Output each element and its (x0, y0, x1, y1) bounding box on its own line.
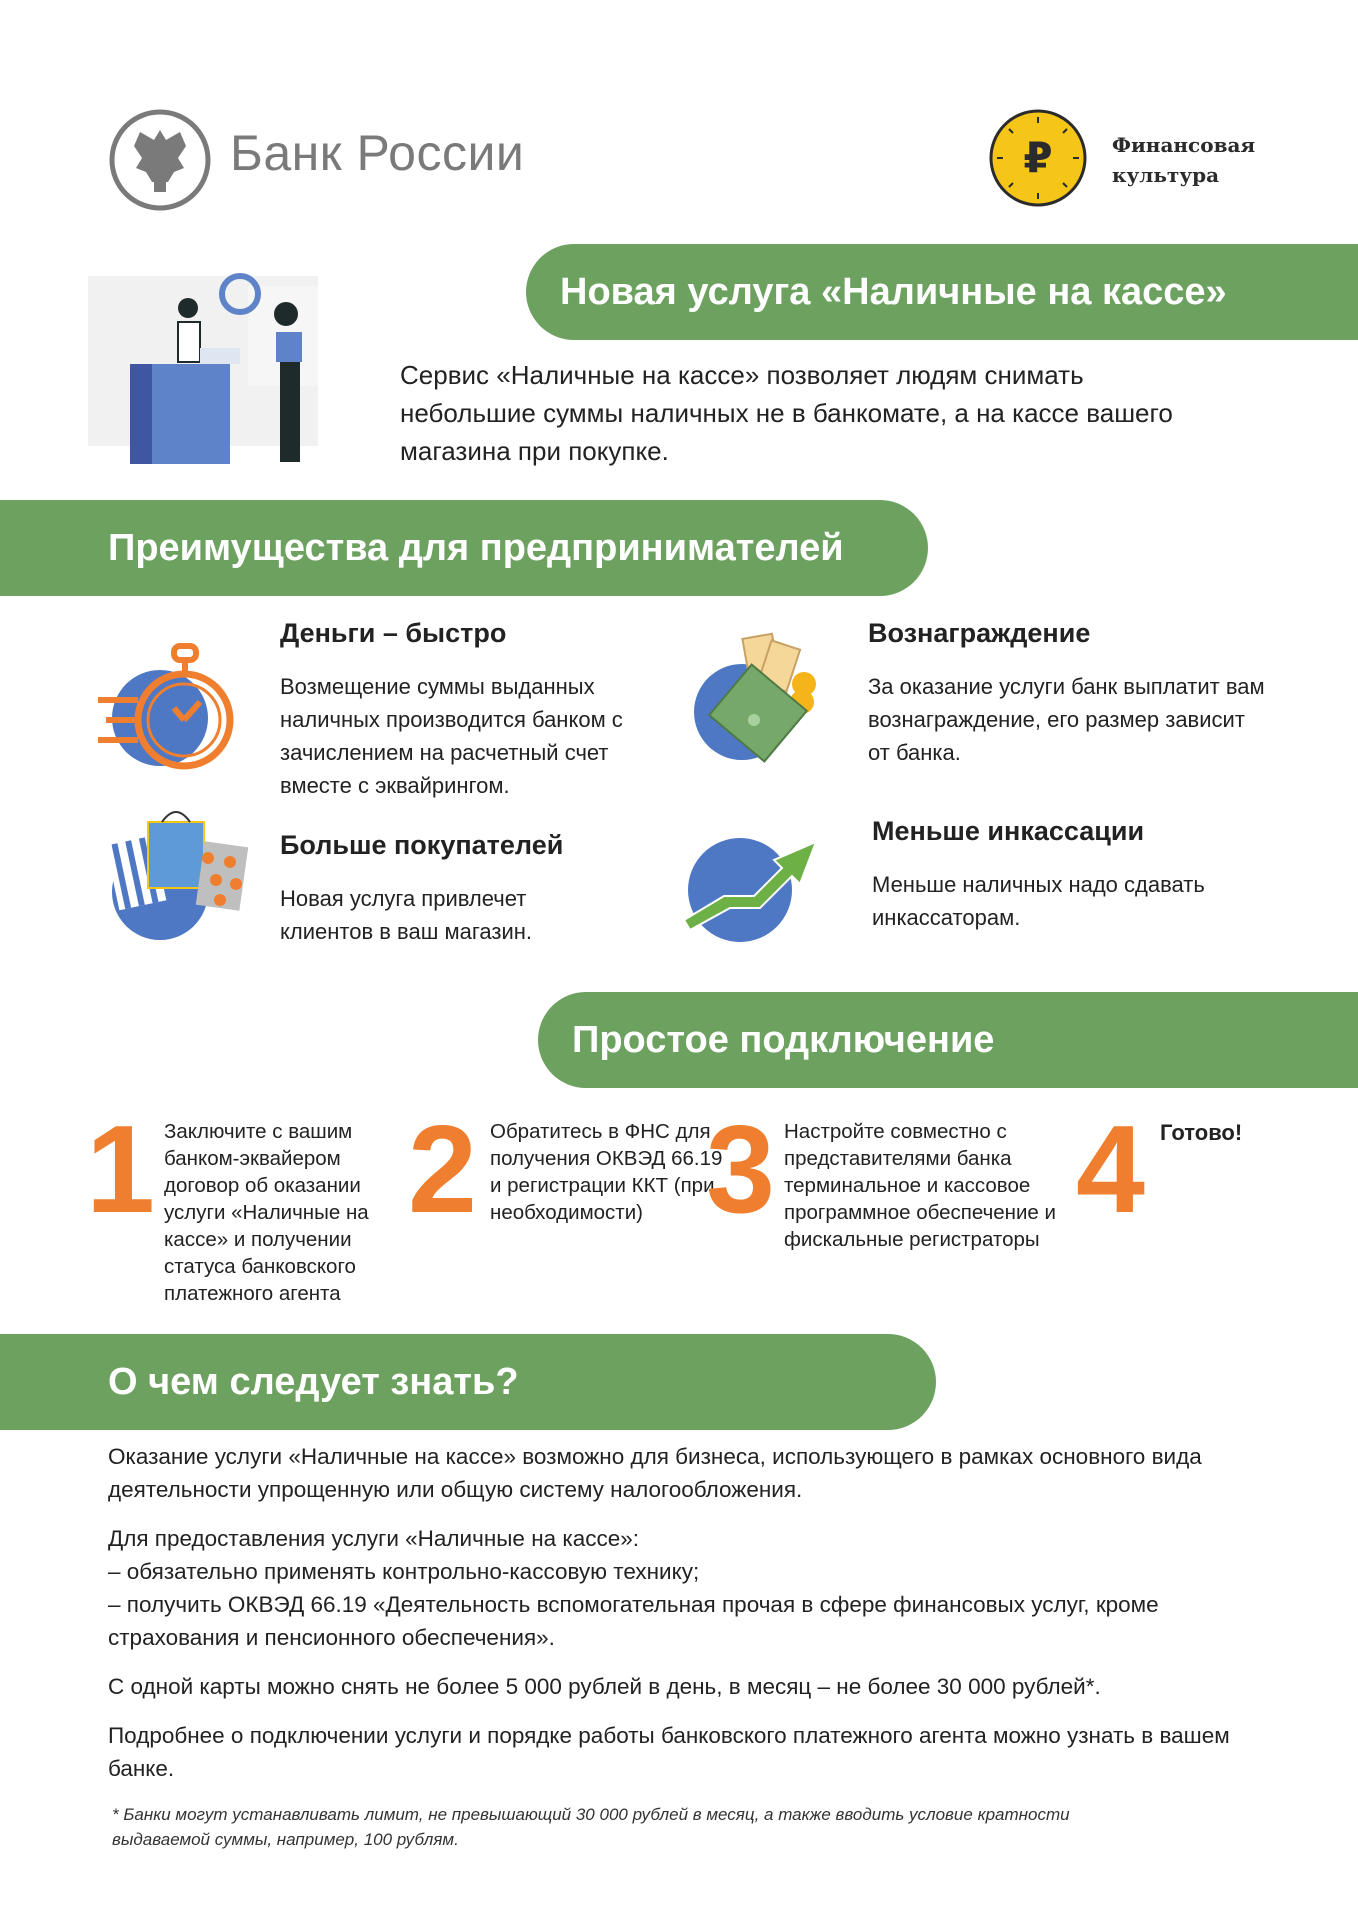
svg-text:₽: ₽ (1023, 133, 1053, 182)
know-paragraph-tax-system: Оказание услуги «Наличные на кассе» возможно для бизнеса, использующего в рамках основного вида деятельности упрощенную или общую систему налогообложения. (108, 1444, 1202, 1502)
advantage-text-money-fast: Возмещение суммы выданных наличных производится банком с зачислением на расчетный счет вместе с эквайрингом. (280, 674, 623, 798)
ruble-coin-icon (988, 108, 1088, 208)
shopping-bags-icon (102, 800, 252, 950)
what-to-know-body (108, 1440, 1248, 1801)
know-requirement-okved: – получить ОКВЭД 66.19 «Деятельность вспомогательная прочая в сфере финансовых услуг, кроме страхования и пенсионного обеспечения». (108, 1592, 1159, 1650)
step-text-1: Заключите с вашим банком-эквайером договор об оказании услуги «Наличные на кассе» и получении статуса банковского платежного агента (164, 1120, 369, 1305)
know-requirements-intro: Для предоставления услуги «Наличные на кассе»: (108, 1526, 640, 1551)
advantage-text-reward: За оказание услуги банк выплатит вам вознаграждение, его размер зависит от банка. (868, 674, 1265, 765)
advantage-text-more-customers: Новая услуга привлечет клиентов в ваш магазин. (280, 886, 533, 944)
advantage-title-less-collection: Меньше инкассации (872, 816, 1145, 846)
know-paragraph-limits: С одной карты можно снять не более 5 000 рублей в день, в месяц – не более 30 000 рублей*. (108, 1674, 1101, 1699)
wallet-icon (686, 628, 836, 778)
step-text-2: Обратитесь в ФНС для получения ОКВЭД 66.19 и регистрации ККТ (при необходимости) (490, 1120, 723, 1224)
intro-text: Сервис «Наличные на кассе» позволяет людям снимать небольшие суммы наличных не в банкомате, а на кассе вашего магазина при покупке. (400, 360, 1173, 466)
stopwatch-icon (92, 638, 242, 788)
step-number-2: 2 (408, 1101, 477, 1239)
step-number-3: 3 (706, 1101, 775, 1239)
bank-of-russia-emblem-icon (108, 108, 212, 212)
section-banner-new-service: Новая услуга «Наличные на кассе» (526, 244, 1358, 340)
section-banner-what-to-know: О чем следует знать? (0, 1334, 936, 1430)
advantage-text-less-collection: Меньше наличных надо сдавать инкассаторам. (872, 872, 1205, 930)
advantage-title-money-fast: Деньги – быстро (280, 618, 507, 648)
fin-culture-line1: Финансовая (1112, 133, 1256, 157)
section-banner-simple-connection: Простое подключение (538, 992, 1358, 1088)
fin-culture-line2: культура (1112, 163, 1220, 187)
section-banner-advantages: Преимущества для предпринимателей (0, 500, 928, 596)
advantage-title-more-customers: Больше покупателей (280, 830, 564, 860)
know-paragraph-more-info: Подробнее о подключении услуги и порядке работы банковского платежного агента можно узнать в вашем банке. (108, 1723, 1230, 1781)
step-number-4: 4 (1076, 1101, 1145, 1239)
footnote: * Банки могут устанавливать лимит, не превышающий 30 000 рублей в месяц, а также вводить условие кратности выдаваемой суммы, например, 100 рублям. (112, 1805, 1070, 1849)
step-text-4-done: Готово! (1160, 1120, 1243, 1145)
advantage-title-reward: Вознаграждение (868, 618, 1091, 648)
cashier-illustration (88, 236, 368, 486)
step-text-3: Настройте совместно с представителями банка терминальное и кассовое программное обеспечение и фискальные регистраторы (784, 1120, 1056, 1251)
bank-name: Банк России (230, 125, 525, 181)
step-number-1: 1 (86, 1101, 155, 1239)
growth-arrow-icon (682, 828, 832, 978)
financial-culture-logo-text (1112, 130, 1255, 190)
know-requirement-cash-register: – обязательно применять контрольно-кассовую технику; (108, 1559, 700, 1584)
